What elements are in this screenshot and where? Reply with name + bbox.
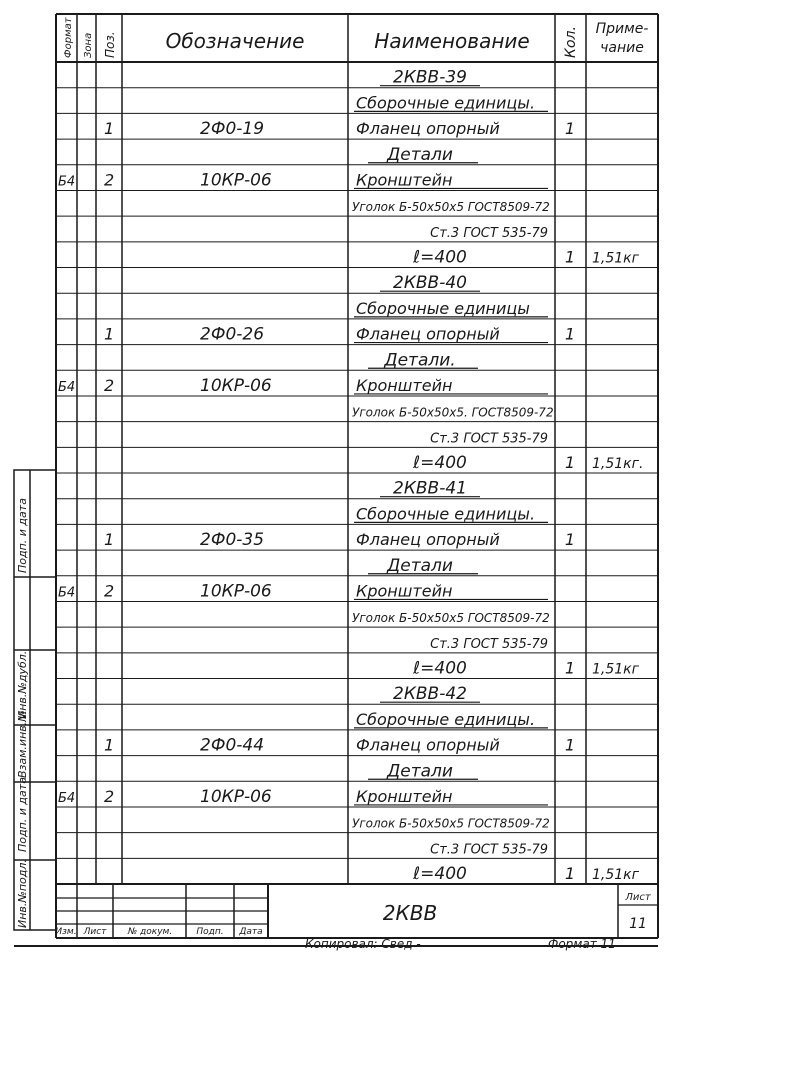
row-name: Фланец опорный [356,119,500,139]
row-name: Сборочные единицы. [356,93,536,113]
tb-list: Лист [83,927,107,937]
row-name: 2КВВ-40 [393,273,467,294]
row-pos: 1 [104,530,115,550]
row-note: 1,51кг [592,661,639,678]
table-row [56,200,658,216]
row-qty: 1 [564,735,576,755]
table-row [56,453,658,473]
row-pos: 2 [104,170,115,190]
row-name: Сборочные единицы. [356,504,536,524]
row-qty: 1 [564,247,576,267]
table-row [56,479,658,499]
row-format: Б4 [58,585,76,601]
table-row [56,817,658,833]
row-format: Б4 [58,790,76,806]
header-pos: Поз. [103,31,117,58]
tb-sheet-number: 11 [629,916,647,932]
row-designation: 2Ф0-19 [200,119,265,140]
row-name: Кронштейн [356,375,453,395]
row-designation: 10КР-06 [200,786,272,807]
row-name: 2КВВ-41 [393,478,467,499]
footer-copied: Копировал: Свед - [305,937,421,951]
row-designation: 10КР-06 [200,170,272,191]
row-qty: 1 [564,864,576,883]
table-row [56,299,658,319]
header-format: Формат [63,17,74,58]
row-name: Кронштейн [356,170,453,190]
table-row [56,710,658,730]
stamp-inv-dubl: Инв.№дубл. [16,650,29,719]
table-row [56,530,658,550]
table-row [56,325,658,345]
row-name: ℓ=400 [413,453,467,473]
table-row [56,248,658,268]
row-name: Фланец опорный [356,735,500,755]
row-name: Ст.3 ГОСТ 535-79 [430,225,548,241]
row-designation: 2Ф0-35 [200,530,265,551]
stamp-vzam-inv: Взам.инв.№ [16,710,29,778]
table-row [56,350,658,370]
row-name: Ст.3 ГОСТ 535-79 [430,636,548,652]
footer [14,937,658,951]
table-row [56,68,658,88]
row-name: 2КВВ-42 [393,684,467,705]
row-name: Сборочные единицы. [356,709,536,729]
row-qty: 1 [564,324,576,344]
table-row [56,842,658,858]
header-designation: Обозначение [165,29,305,53]
side-stamp [14,470,56,930]
table-row [56,736,658,756]
row-name: Фланец опорный [356,530,500,550]
table-row [56,684,658,704]
row-pos: 1 [104,735,115,755]
header-zone: Зона [83,32,94,58]
title-block [55,884,658,938]
table-row [56,637,658,653]
row-name: Фланец опорный [356,324,500,344]
row-pos: 2 [104,375,115,395]
table-row [56,431,658,447]
row-qty: 1 [564,658,576,678]
row-designation: 10КР-06 [200,581,272,602]
row-note: 1,51кг [592,867,639,883]
tb-code: 2КВВ [382,901,438,925]
row-name: Ст.3 ГОСТ 535-79 [430,842,548,858]
stamp-podp-data-2: Подп. и дата [16,498,29,573]
table-row [56,226,658,242]
row-name: Детали. [384,350,456,371]
row-name: Кронштейн [356,581,453,601]
row-note: 1,51кг [592,250,639,267]
tb-podp: Подп. [196,927,224,937]
table-row [56,864,658,884]
tb-izm: Изм. [55,927,77,937]
table-row [56,761,658,781]
row-note: 1,51кг. [592,456,644,472]
row-name: ℓ=400 [413,864,467,884]
row-name: Детали [387,761,453,782]
row-name: ℓ=400 [413,658,467,679]
table-row [56,787,658,807]
row-name: Ст.3 ГОСТ 535-79 [430,431,548,447]
tb-date: Дата [239,927,263,937]
stamp-podp-data-1: Подп. и дата [16,777,29,852]
table-body [56,68,658,884]
row-designation: 10КР-06 [200,375,272,396]
row-pos: 2 [104,581,115,601]
stamp-inv-podl: Инв.№подл. [16,859,29,928]
row-name: ℓ=400 [413,247,467,268]
row-format: Б4 [58,379,76,395]
row-name: Детали [387,555,453,576]
table-row [56,556,658,576]
row-name: Уголок Б-50x50x5 ГОСТ8509-72 [352,816,550,831]
row-name: Уголок Б-50x50x5 ГОСТ8509-72 [352,611,550,626]
row-designation: 2Ф0-44 [200,735,265,756]
table-row [56,145,658,165]
footer-format: Формат 11 [548,937,616,951]
table-row [56,376,658,396]
row-pos: 1 [104,324,115,344]
header-note-line1: Приме- [595,21,649,37]
row-name: Кронштейн [356,786,453,806]
table-row [56,93,658,113]
table-row [56,659,658,679]
table-header [63,16,648,58]
tb-doc: № докум. [127,927,173,937]
row-pos: 2 [104,786,115,806]
table-row [56,170,658,190]
table-row [56,611,658,627]
header-qty: Кол. [563,26,579,58]
row-name: Уголок Б-50x50x5 ГОСТ8509-72 [352,200,550,215]
table-row [56,581,658,601]
table-row [56,273,658,293]
row-qty: 1 [564,453,576,472]
row-name: Детали [387,144,453,165]
row-qty: 1 [564,119,576,139]
header-name: Наименование [374,29,530,53]
row-format: Б4 [58,174,76,190]
header-note-line2: чание [600,40,644,56]
row-pos: 1 [104,119,115,139]
tb-sheet-label: Лист [625,892,651,903]
table-row [56,406,658,422]
row-name: Сборочные единицы [356,298,530,318]
table-row [56,504,658,524]
row-qty: 1 [564,530,576,550]
row-name: Уголок Б-50x50x5. ГОСТ8509-72 [352,405,554,420]
row-designation: 2Ф0-26 [200,324,265,345]
row-name: 2КВВ-39 [393,67,467,88]
table-row [56,119,658,139]
